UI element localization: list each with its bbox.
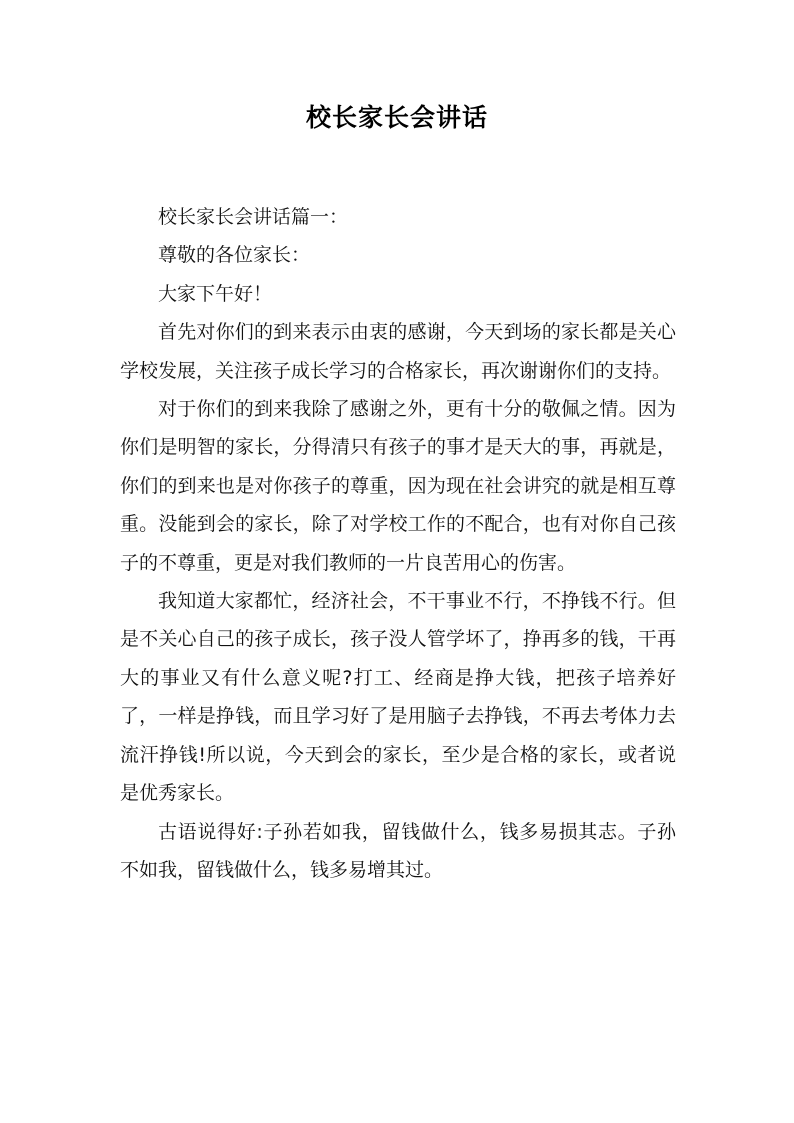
paragraph-thanks: 首先对你们的到来表示由衷的感谢，今天到场的家长都是关心学校发展，关注孩子成长学习的合格家长，再次谢谢你们的支持。 bbox=[120, 321, 676, 382]
page-title: 校长家长会讲话 bbox=[305, 103, 488, 132]
paragraph-heading: 校长家长会讲话篇一： bbox=[158, 206, 349, 228]
document-body bbox=[120, 198, 676, 889]
paragraph-respect: 对于你们的到来我除了感谢之外，更有十分的敬佩之情。因为你们是明智的家长，分得清只有孩子的事才是天大的事，再就是，你们的到来也是对你孩子的尊重，因为现在社会讲究的就是相互尊重。没能到会的家长，除了对学校工作的不配合，也有对你自己孩子的不尊重，更是对我们教师的一片良苦用心的伤害。 bbox=[120, 398, 676, 574]
paragraph-proverb: 古语说得好:子孙若如我，留钱做什么，钱多易损其志。子孙不如我，留钱做什么，钱多易增其过。 bbox=[120, 820, 676, 881]
paragraph-busy-parents: 我知道大家都忙，经济社会，不干事业不行，不挣钱不行。但是不关心自己的孩子成长，孩子没人管学坏了，挣再多的钱，干再大的事业又有什么意义呢?打工、经商是挣大钱，把孩子培养好了，一样是挣钱，而且学习好了是用脑子去挣钱，不再去考体力去流汗挣钱!所以说，今天到会的家长，至少是合格的家长，或者说是优秀家长。 bbox=[120, 590, 676, 805]
paragraph-salutation: 尊敬的各位家长： bbox=[158, 244, 311, 267]
paragraph-greeting: 大家下午好！ bbox=[158, 282, 273, 305]
